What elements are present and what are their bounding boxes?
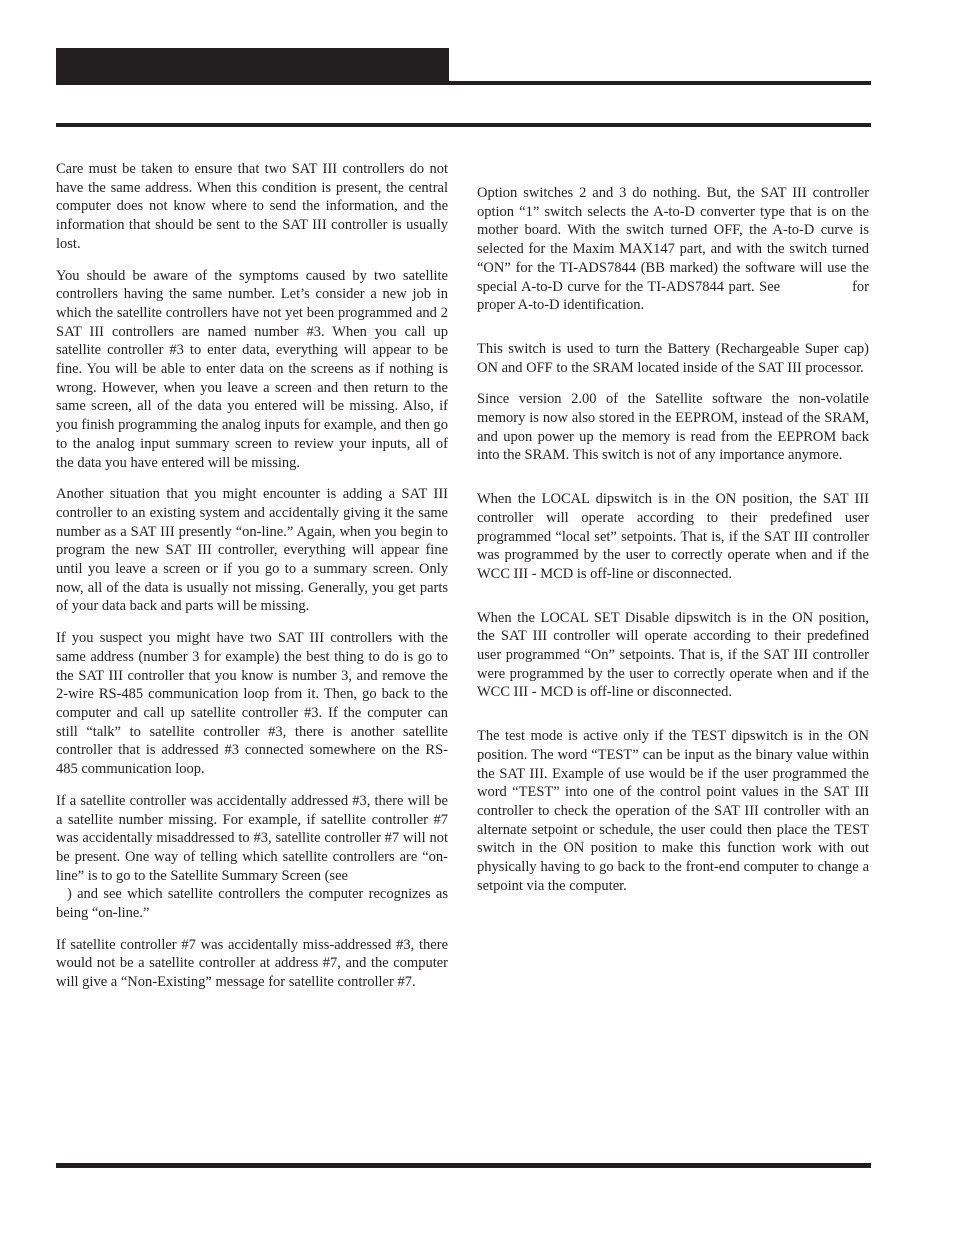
paragraph-missing-number [56, 792, 448, 923]
paragraph-missing-number-a: If a satellite controller was accidentally addressed #3, there will be a satellite number missing. For example, if satellite controller #7 was accidentally misaddressed to #3, satellite controller #7 will not be present. One way of telling which satellite controllers are “on-line” is to go to the Satellite Summary Screen (see [56, 792, 448, 884]
paragraph-local-set-disable: When the LOCAL SET Disable dipswitch is in the ON position, the SAT III controller will operate according to their predefined user programmed “On” setpoints. That is, if the SAT III controller were programmed by the user to correctly operate when and if the WCC III - MCD is off-line or disconnected. [477, 609, 869, 701]
paragraph-option-switches-b: for proper A-to-D identification. [477, 278, 869, 314]
paragraph-symptoms: You should be aware of the symptoms caused by two satellite controllers having the same number. Let’s consider a new job in which the satellite controllers have not yet been programmed and 2 SAT III controllers are named number #3. When you call up satellite controller #3 to enter data, everything will appear to be fine. You will be able to enter data on the screens as if nothing is wrong. However, when you leave a screen and then return to the same screen, all of the data you entered will be missing. Also, if you finish programming the analog inputs for example, and then go to the analog input summary screen to review your inputs, all of the data you have entered will be missing. [56, 267, 448, 471]
paragraph-option-switches [477, 184, 869, 315]
paragraph-battery-switch: This switch is used to turn the Battery (Rechargeable Super cap) ON and OFF to the SRAM located inside of the SAT III processor. [477, 340, 869, 376]
paragraph-adding-controller: Another situation that you might encounter is adding a SAT III controller to an existing system and accidentally giving it the same number as a SAT III presently “on-line.” Again, when you begin to program the new SAT III controller, everything will appear fine until you leave a screen or if you go to a summary screen. Only now, all of the data is usually not missing. Generally, you get parts of your data back and parts will be missing. [56, 486, 448, 615]
paragraph-local-switch: When the LOCAL dipswitch is in the ON position, the SAT III controller will operate according to their predefined user programmed “local set” setpoints. That is, if the SAT III controller was programmed by the user to correctly operate when and if the WCC III - MCD is off-line or disconnected. [477, 491, 869, 582]
paragraph-missing-number-b: ) and see which satellite controllers the computer recognizes as being “on-line.” [56, 886, 448, 922]
right-column [477, 184, 869, 909]
header-title-bar [56, 48, 449, 81]
paragraph-suspect-duplicate: If you suspect you might have two SAT III controllers with the same address (number 3 for example) the best thing to do is go to the SAT III controller that you know is number 3, and remove the 2-wire RS-485 communication loop from it. Then, go back to the computer and call up satellite controller #3. If the computer can still “talk” to satellite controller #3, there is another satellite controller that is addressed #3 connected somewhere on the RS-485 communication loop. [56, 630, 448, 778]
footer-rule [56, 1163, 871, 1168]
paragraph-eeprom: Since version 2.00 of the Satellite software the non-volatile memory is now also stored in the EEPROM, instead of the SRAM, and upon power up the memory is read from the EEPROM back into the SRAM. This switch is not of any importance anymore. [477, 391, 869, 464]
left-column [56, 160, 448, 1005]
header-rule [56, 81, 871, 85]
paragraph-duplicate-address-warning: Care must be taken to ensure that two SAT III controllers do not have the same address. When this condition is present, the central computer does not know where to send the information, and the information that should be sent to the SAT III controller is usually lost. [56, 161, 448, 252]
section-rule [56, 123, 871, 127]
paragraph-non-existing: If satellite controller #7 was accidentally miss-addressed #3, there would not be a satellite controller at address #7, and the computer will give a “Non-Existing” message for satellite controller #7. [56, 936, 448, 991]
paragraph-test-mode: The test mode is active only if the TEST dipswitch is in the ON position. The word “TEST” can be input as the binary value within the SAT III. Example of use would be if the user programmed the word “TEST” into one of the control point values in the SAT III controller to check the operation of the SAT III controller with an alternate setpoint or schedule, the user could then place the TEST switch in the ON position to make this function work with out physically having to go back to the front-end computer to change a setpoint via the computer. [477, 728, 869, 894]
paragraph-option-switches-a: Option switches 2 and 3 do nothing. But, the SAT III controller option “1” switch selects the A-to-D converter type that is on the mother board. With the switch turned OFF, the A-to-D curve is selected for the Maxim MAX147 part, and with the switch turned “ON” for the TI-ADS7844 (BB marked) the software will use the special A-to-D curve for the TI-ADS7844 part. See [477, 185, 869, 295]
